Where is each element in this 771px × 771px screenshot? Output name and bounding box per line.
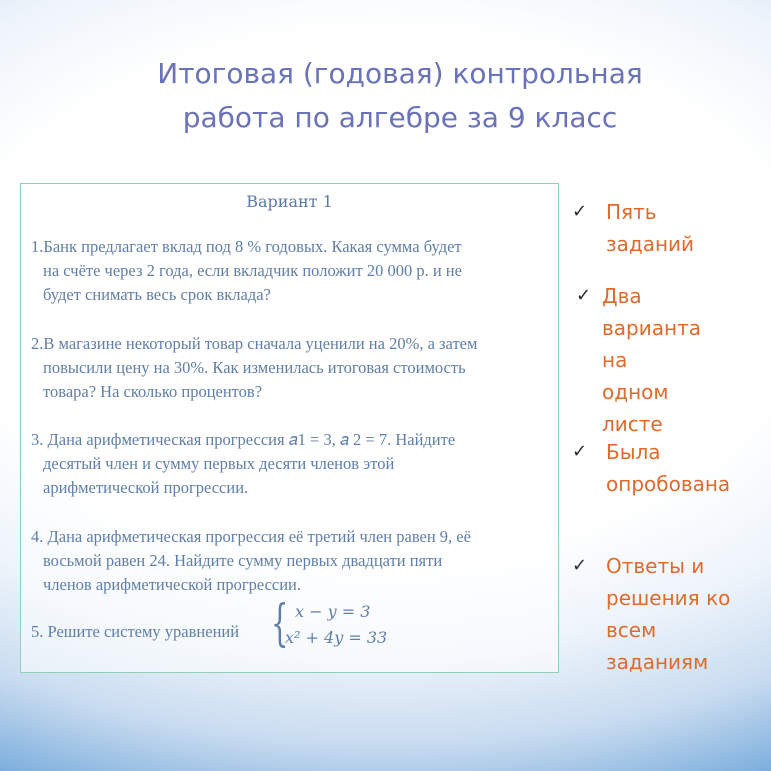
task-4-line: восьмой равен 24. Найдите сумму первых двадцати пяти [43, 551, 443, 570]
task-2 [31, 332, 551, 404]
task-card [20, 183, 559, 673]
task-5-lead: 5. Решите систему уравнений [31, 622, 240, 641]
bullet-line: опробована [606, 472, 731, 496]
bullet-line [602, 344, 740, 408]
bullet-line: Ответы и [606, 554, 705, 578]
variant-label: Вариант 1 [246, 192, 333, 211]
bullet-line: заданиям [606, 650, 709, 674]
check-icon: ✓ [572, 201, 588, 222]
title-line-2: работа по алгебре за 9 класс [182, 101, 618, 134]
bullet-word: одном [602, 380, 669, 404]
bullet-tested [572, 436, 762, 500]
equation-system [271, 594, 411, 654]
bullet-line: варианта [602, 316, 701, 340]
bullet-line: листе [602, 412, 663, 436]
task-2-line: 2.В магазине некоторый товар сначала уценили на 20%, а затем [31, 334, 478, 353]
task-2-line: повысили цену на 30%. Как изменилась итоговая стоимость [43, 358, 466, 377]
task-1 [31, 235, 551, 307]
bullet-line: решения ко [606, 586, 731, 610]
task-3-line: арифметической прогрессии. [43, 478, 249, 497]
task-3 [31, 428, 551, 500]
task-3-line: 3. Дана арифметическая прогрессия 𝑎1 = 3, 𝑎 2 = 7. Найдите [31, 430, 456, 449]
task-1-line: будет снимать весь срок вклада? [43, 285, 271, 304]
check-icon: ✓ [576, 285, 592, 306]
check-icon: ✓ [572, 555, 588, 576]
equation-1: 𝑥 − 𝑦 = 3 [295, 602, 371, 621]
task-4-line: 4. Дана арифметическая прогрессия её третий член равен 9, её [31, 527, 471, 546]
task-3-line: десятый член и сумму первых десяти членов этой [43, 454, 395, 473]
bullet-line: Два [602, 284, 642, 308]
title-line-1: Итоговая (годовая) контрольная [157, 57, 643, 90]
bullet-answers [572, 550, 762, 678]
task-1-line: 1.Банк предлагает вклад под 8 % годовых. Какая сумма будет [31, 237, 462, 256]
task-4-line: членов арифметической прогрессии. [43, 575, 302, 594]
brace-icon: { [271, 594, 289, 652]
bullet-five-tasks [572, 196, 762, 260]
bullet-line: заданий [606, 232, 695, 256]
bullet-line: Пять [606, 200, 657, 224]
check-icon: ✓ [572, 441, 588, 462]
bullet-line: Была [606, 440, 661, 464]
slide-title [60, 52, 740, 140]
bullet-word: на [602, 348, 628, 372]
task-4 [31, 525, 551, 597]
task-1-line: на счёте через 2 года, если вкладчик положит 20 000 р. и не [43, 261, 462, 280]
bullet-two-variants [576, 280, 766, 440]
equation-2: 𝑥² + 4𝑦 = 33 [285, 628, 388, 647]
task-2-line: товара? На сколько процентов? [43, 382, 263, 401]
bullet-line: всем [606, 618, 657, 642]
